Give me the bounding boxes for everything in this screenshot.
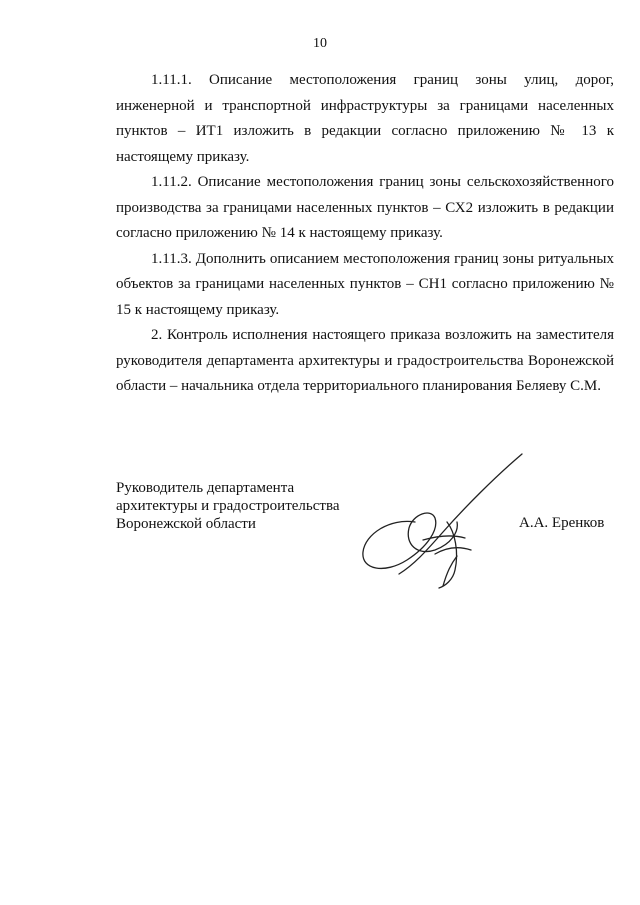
signatory-position-line: архитектуры и градостроительства	[116, 498, 340, 514]
handwritten-signature	[355, 452, 535, 592]
paragraph-1-11-1: 1.11.1. Описание местоположения границ зоны улиц, дорог, инженерной и транспортной инфраструктуры за границами населенных пунктов – ИТ1 изложить в редакции согласно приложению № 13 к настоящему приказу.	[116, 72, 614, 165]
signer-name: А.А. Еренков	[519, 515, 605, 531]
paragraph-1-11-3: 1.11.3. Дополнить описанием местоположения границ зоны ритуальных объектов за границами населенных пунктов – СН1 согласно приложению № 15 к настоящему приказу.	[116, 250, 614, 318]
document-body	[116, 68, 614, 400]
signatory-position-line: Воронежской области	[116, 516, 256, 532]
paragraph-1-11-2: 1.11.2. Описание местоположения границ зоны сельскохозяйственного производства за границами населенных пунктов – СХ2 изложить в редакции согласно приложению № 14 к настоящему приказу.	[116, 174, 614, 241]
signatory-position-line: Руководитель департамента	[116, 480, 295, 496]
signatory-position	[116, 479, 339, 533]
paragraph-2: 2. Контроль исполнения настоящего приказа возложить на заместителя руководителя департамента архитектуры и градостроительства Воронежской области – начальника отдела территориального планирования Беляеву С.М.	[116, 327, 614, 394]
page-number: 10	[313, 36, 327, 51]
